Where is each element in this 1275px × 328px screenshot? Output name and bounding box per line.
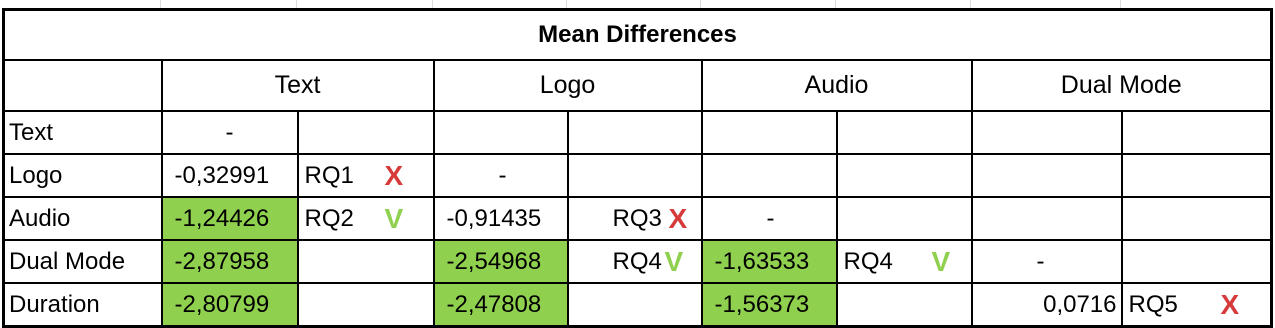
cell-empty[interactable] xyxy=(298,111,434,154)
cell-empty[interactable] xyxy=(1122,240,1272,283)
cell-empty[interactable] xyxy=(1122,111,1272,154)
check-mark-icon: V xyxy=(664,245,684,277)
rq-label: RQ5 xyxy=(1128,290,1178,318)
cell-dual-vs-audio[interactable]: -1,63533 xyxy=(702,240,837,283)
cell-empty[interactable] xyxy=(568,111,702,154)
cell-empty[interactable] xyxy=(1122,197,1272,240)
check-mark-icon: V xyxy=(384,202,404,234)
cell-empty[interactable] xyxy=(298,240,434,283)
rq-label: RQ4 xyxy=(843,247,893,275)
rq-label: RQ1 xyxy=(304,161,354,189)
cell-empty[interactable] xyxy=(298,283,434,327)
rq-label: RQ2 xyxy=(304,204,354,232)
row-label-text[interactable]: Text xyxy=(4,111,162,154)
cell-duration-vs-logo[interactable]: -2,47808 xyxy=(434,283,568,327)
cell-empty[interactable] xyxy=(837,111,972,154)
cell-logo-vs-text-rq[interactable] xyxy=(298,154,434,197)
group-header-audio[interactable]: Audio xyxy=(702,60,972,111)
rq-label: RQ4 xyxy=(612,247,662,275)
cell-empty[interactable] xyxy=(568,154,702,197)
cell-dual-vs-logo-rq[interactable] xyxy=(568,240,702,283)
cell-duration-vs-dual-rq[interactable] xyxy=(1122,283,1272,327)
group-header-logo[interactable]: Logo xyxy=(434,60,702,111)
corner-cell[interactable] xyxy=(4,60,162,111)
cell-logo-vs-text[interactable]: -0,32991 xyxy=(162,154,298,197)
cell-dual-vs-audio-rq[interactable] xyxy=(837,240,972,283)
cell-empty[interactable] xyxy=(702,111,837,154)
cell-empty[interactable] xyxy=(972,197,1122,240)
x-mark-icon: X xyxy=(384,159,404,191)
table-row xyxy=(4,283,1272,327)
cell-dual-vs-dual[interactable]: - xyxy=(972,240,1122,283)
cell-text-vs-text[interactable]: - xyxy=(162,111,298,154)
cell-duration-vs-audio[interactable]: -1,56373 xyxy=(702,283,837,327)
cell-empty[interactable] xyxy=(837,154,972,197)
group-header-text[interactable]: Text xyxy=(162,60,434,111)
cell-dual-vs-logo[interactable]: -2,54968 xyxy=(434,240,568,283)
cell-empty[interactable] xyxy=(972,154,1122,197)
mean-differences-table xyxy=(2,8,1273,328)
table-row xyxy=(4,154,1272,197)
row-label-audio[interactable]: Audio xyxy=(4,197,162,240)
x-mark-icon: X xyxy=(1220,288,1240,320)
cell-empty[interactable] xyxy=(972,111,1122,154)
x-mark-icon: X xyxy=(668,202,688,234)
row-label-logo[interactable]: Logo xyxy=(4,154,162,197)
cell-empty[interactable] xyxy=(837,197,972,240)
table-row xyxy=(4,240,1272,283)
cell-duration-vs-dual[interactable]: 0,0716 xyxy=(972,283,1122,327)
group-header-dual-mode[interactable]: Dual Mode xyxy=(972,60,1272,111)
row-label-dual-mode[interactable]: Dual Mode xyxy=(4,240,162,283)
rq-label: RQ3 xyxy=(612,204,662,232)
table-row xyxy=(4,197,1272,240)
cell-empty[interactable] xyxy=(837,283,972,327)
row-label-duration[interactable]: Duration xyxy=(4,283,162,327)
cell-empty[interactable] xyxy=(702,154,837,197)
cell-empty[interactable] xyxy=(568,283,702,327)
check-mark-icon: V xyxy=(931,245,951,277)
cell-audio-vs-text-rq[interactable] xyxy=(298,197,434,240)
cell-audio-vs-audio[interactable]: - xyxy=(702,197,837,240)
cell-dual-vs-text[interactable]: -2,87958 xyxy=(162,240,298,283)
table-title[interactable]: Mean Differences xyxy=(4,10,1272,61)
cell-audio-vs-logo-rq[interactable] xyxy=(568,197,702,240)
cell-audio-vs-logo[interactable]: -0,91435 xyxy=(434,197,568,240)
table-row xyxy=(4,111,1272,154)
cell-empty[interactable] xyxy=(1122,154,1272,197)
cell-duration-vs-text[interactable]: -2,80799 xyxy=(162,283,298,327)
cell-audio-vs-text[interactable]: -1,24426 xyxy=(162,197,298,240)
cell-logo-vs-logo[interactable]: - xyxy=(434,154,568,197)
cell-empty[interactable] xyxy=(434,111,568,154)
